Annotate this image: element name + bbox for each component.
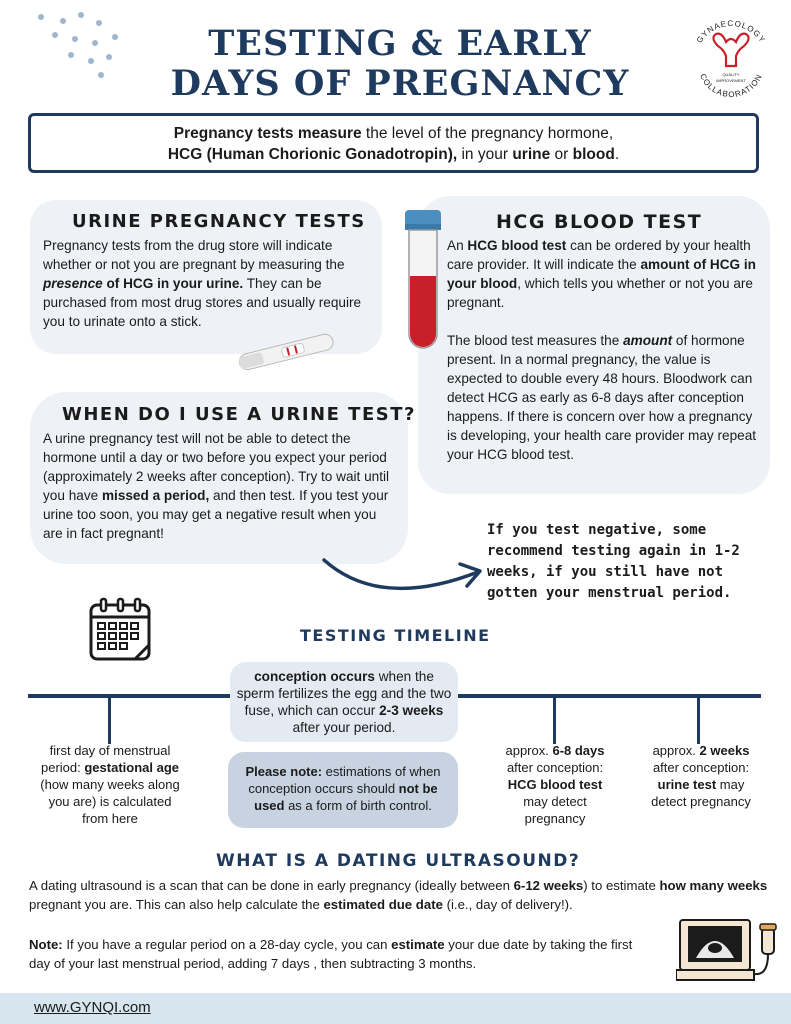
conception-box: [230, 662, 458, 742]
conception-t1: when the sperm fertilizes the egg and the two fuse, which can occur: [236, 669, 452, 718]
blood-tl-b2: HCG blood test: [507, 777, 603, 792]
intro-b2: HCG (Human Chorionic Gonadotropin),: [167, 146, 458, 163]
urine-p4: They can be purchased from most drug stores and usually require you to urinate onto a stick.: [43, 276, 362, 329]
dating-note: [29, 935, 649, 973]
timeline-tick-urine: [697, 698, 700, 744]
dating-n3: estimate: [391, 937, 445, 952]
title-line-2: DAYS OF PREGNANCY: [170, 63, 630, 104]
timeline-label-urine: [640, 742, 762, 810]
intro-t2: in your: [457, 146, 513, 163]
uterus-logo-icon: [686, 16, 776, 106]
first-t1: first day of menstrual period:: [40, 743, 171, 775]
blood-a5: , which tells you whether or not you are pregnant.: [447, 276, 753, 310]
blood-tl-t3: may detect pregnancy: [523, 794, 587, 826]
note-b1: Please note:: [245, 764, 323, 779]
logo-mid1: QUALITY: [722, 72, 740, 77]
dating-n4: your due date by taking the first day of your last menstrual period, adding 7 days , then subtracting 3 months.: [29, 937, 633, 971]
urine-tl-t3: may detect pregnancy: [651, 777, 751, 809]
blood-b2: amount: [623, 333, 673, 348]
calendar-icon: [88, 597, 154, 663]
svg-text:GYNAECOLOGY: [695, 19, 767, 45]
when-p2: missed a period,: [101, 488, 210, 503]
intro-box: [28, 113, 759, 173]
intro-t1: the level of the pregnancy hormone,: [361, 125, 614, 142]
conception-b1: conception occurs: [254, 669, 375, 684]
logo-bottom-text: COLLABORATION: [698, 72, 764, 100]
urine-text: [43, 236, 373, 331]
urine-tl-t1: approx.: [652, 743, 700, 758]
intro-b4: blood: [572, 146, 615, 163]
timeline-label-first: [36, 742, 184, 827]
intro-b1: Pregnancy tests measure: [173, 125, 362, 142]
website-link[interactable]: www.GYNQI.com: [34, 999, 151, 1016]
dating-a3: ) to estimate: [583, 878, 660, 893]
blood-tl-b1: 6-8 days: [552, 743, 605, 758]
logo-top-text: GYNAECOLOGY: [694, 18, 768, 45]
blood-text-2: [447, 331, 757, 464]
urine-tl-t2: after conception:: [652, 760, 750, 775]
note-t2: as a form of birth control.: [284, 798, 432, 813]
blood-a3: can be ordered by your health care provider. It will indicate the: [447, 238, 751, 272]
blood-tl-t1: approx.: [505, 743, 553, 758]
dating-a1: A dating ultrasound is a scan that can be done in early pregnancy (ideally between: [29, 878, 514, 893]
blood-a1: An: [447, 238, 468, 253]
conception-t2: after your period.: [292, 720, 396, 735]
intro-t3: or: [550, 146, 573, 163]
urine-p2: presence: [43, 276, 103, 291]
note-b2: not be used: [254, 781, 438, 813]
pregnancy-test-icon: [234, 330, 338, 372]
conception-b2: 2-3 weeks: [379, 703, 444, 718]
when-p1: A urine pregnancy test will not be able to detect the hormone until a day or two before you expect your period (approximately 2 weeks after conception). Try to wait until you have: [43, 431, 390, 503]
urine-tl-b2: urine test: [657, 777, 717, 792]
note-t1: estimations of when conception occurs should: [248, 764, 441, 796]
dating-a4: how many weeks: [659, 878, 768, 893]
retest-note: If you test negative, some recommend testing again in 1-2 weeks, if you still have not gotten your menstrual period.: [487, 522, 740, 601]
first-t2: (how many weeks along you are) is calculated from here: [40, 777, 180, 826]
urine-title: URINE PREGNANCY TESTS: [72, 211, 366, 232]
dating-a6: estimated due date: [323, 897, 443, 912]
blood-a2: HCG blood test: [467, 238, 567, 253]
dating-a5: pregnant you are. This can also help calculate the: [29, 897, 324, 912]
dating-a2: 6-12 weeks: [513, 878, 584, 893]
first-b1: gestational age: [84, 760, 179, 775]
page-title: [150, 24, 650, 104]
dating-a7: (i.e., day of delivery!).: [442, 897, 573, 912]
when-p3: and then test. If you test your urine too soon, you may get a negative result when you are in fact pregnant!: [43, 488, 389, 541]
urine-p1: Pregnancy tests from the drug store will indicate whether or not you are pregnant by measuring the: [43, 238, 345, 272]
arrow-icon: [320, 550, 490, 610]
birth-control-note-box: [228, 752, 458, 828]
dating-n1: Note:: [29, 937, 63, 952]
dating-text: [29, 876, 769, 914]
when-text: [43, 429, 399, 543]
blood-b1: The blood test measures the: [447, 333, 624, 348]
timeline-tick-blood: [553, 698, 556, 744]
urine-tl-b1: 2 weeks: [699, 743, 750, 758]
dating-title: WHAT IS A DATING ULTRASOUND?: [216, 851, 581, 871]
blood-tl-t2: after conception:: [506, 760, 604, 775]
blood-text-1: [447, 236, 757, 312]
ultrasound-machine-icon: [676, 914, 786, 988]
timeline-label-blood: [494, 742, 616, 827]
title-line-1: TESTING & EARLY: [208, 23, 592, 64]
blood-title: HCG BLOOD TEST: [496, 211, 703, 233]
timeline-tick-first: [108, 698, 111, 744]
test-tube-icon: [404, 210, 442, 350]
urine-p3: of HCG in your urine.: [102, 276, 244, 291]
blood-a4: amount of HCG in your blood: [447, 257, 756, 291]
intro-t4: .: [614, 146, 620, 163]
intro-b3: urine: [512, 146, 551, 163]
dating-n2: If you have a regular period on a 28-day cycle, you can: [62, 937, 392, 952]
when-title: WHEN DO I USE A URINE TEST?: [62, 404, 416, 425]
timeline-title: TESTING TIMELINE: [300, 626, 491, 645]
blood-b3: of hormone present. In a normal pregnancy, the value is expected to double every 48 hours. Bloodwork can detect HCG as early as 6-8 days after conception happens. If there is concern over how a pregnancy is developing, your health care provider may repeat your HCG blood test.: [447, 333, 757, 462]
logo-mid2: IMPROVEMENT: [716, 78, 746, 83]
